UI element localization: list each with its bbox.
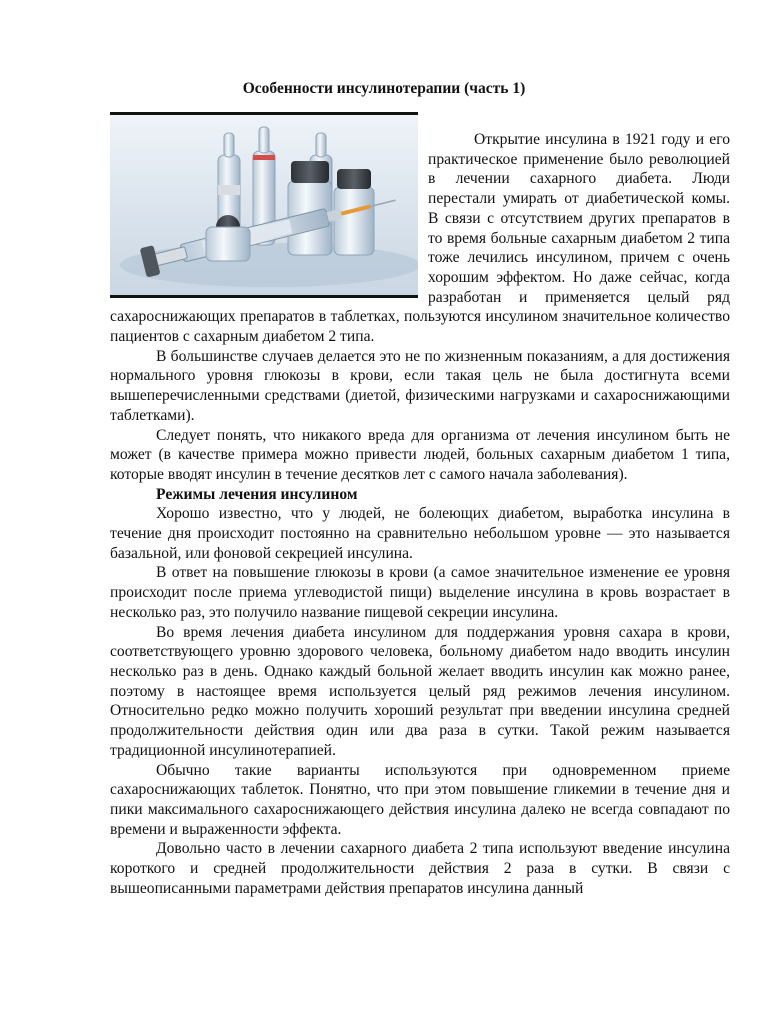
paragraph: В ответ на повышение глюкозы в крови (а самое значительное изменение ее уровня происходит после приема углеводистой пищи) выделение инсулина в кровь возрастает в несколько раз, это получило название пищевой секреции инсулина. [110, 564, 730, 621]
paragraph: Во время лечения диабета инсулином для поддержания уровня сахара в крови, соответствующего уровню здорового человека, больному диабетом надо вводить инсулин несколько раз в день. Однако каждый больной желает вводить инсулин как можно ранее, поэтому в настоящее время используется целый ряд режимов лечения инсулином. Относительно редко можно получить хороший результат при введении инсулина средней продолжительности действия один или два раза в сутки. Такой режим называется традиционной инсулинотерапией. [110, 623, 730, 759]
paragraph: Довольно часто в лечении сахарного диабета 2 типа используют введение инсулина короткого и средней продолжительности действия 2 раза в сутки. В связи с вышеописанными параметрами действия препаратов инсулина данный [110, 840, 730, 897]
article-body [110, 130, 730, 898]
paragraph: Открытие инсулина в 1921 году и его практическое применение было революцией в лечении сахарного диабета. Люди перестали умирать от диабетической комы. В связи с отсутствием других препаратов в то время больные сахарным диабетом 2 типа тоже лечились инсулином, причем с очень хорошим эффектом. Но даже сейчас, когда разработан и применяется целый ряд сахароснижающих препаратов в таблетках, пользуются инсулином значительное количество пациентов с сахарным диабетом 2 типа. [110, 131, 730, 346]
paragraph: Следует понять, что никакого вреда для организма от лечения инсулином быть не может (в качестве примера можно привести людей, больных сахарным диабетом 1 типа, которые вводят инсулин в течение десятков лет с самого начала заболевания). [110, 426, 730, 483]
section-subheading: Режимы лечения инсулином [156, 485, 358, 503]
document-title: Особенности инсулинотерапии (часть 1) [242, 80, 526, 97]
paragraph: Обычно такие варианты используются при одновременном приеме сахароснижающих таблеток. Понятно, что при этом повышение гликемии в течение дня и пики максимального сахароснижающего действия инсулина далеко не всегда совпадают по времени и выраженности эффекта. [110, 761, 730, 838]
paragraph: В большинстве случаев делается это не по жизненным показаниям, а для достижения нормального уровня глюкозы в крови, если такая цель не была достигнута всеми вышеперечисленными средствами (диетой, физическими нагрузками и сахароснижающими таблетками). [110, 347, 730, 424]
paragraph: Хорошо известно, что у людей, не болеющих диабетом, выработка инсулина в течение дня происходит постоянно на сравнительно небольшом уровне — это называется базальной, или фоновой секрецией инсулина. [110, 505, 730, 562]
